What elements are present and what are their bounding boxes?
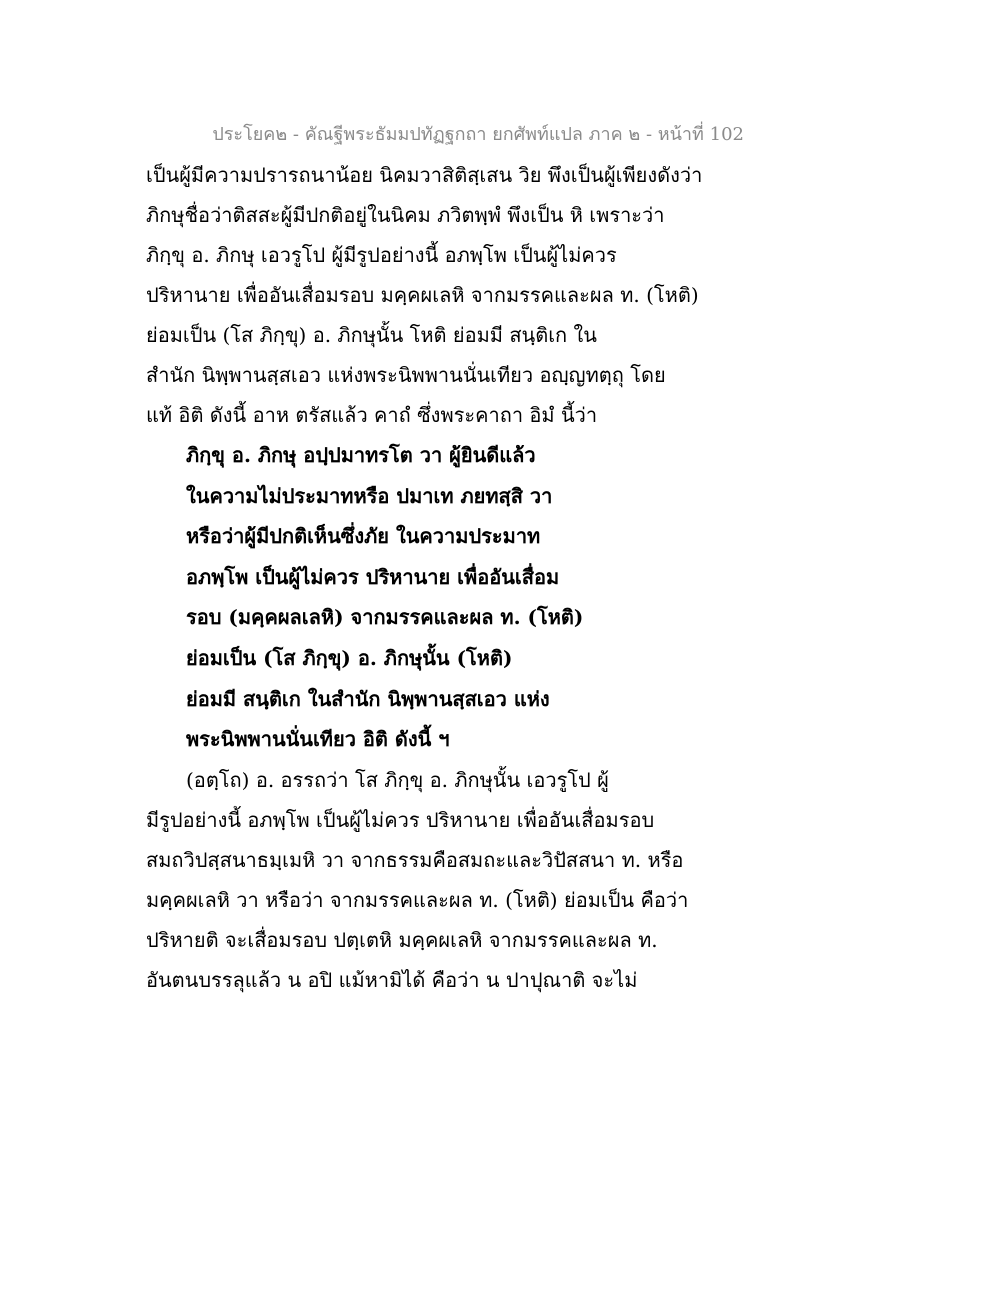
text-line: มีรูปอย่างนี้ อภพฺโพ เป็นผู้ไม่ควร ปริหานาย เพื่ออันเสื่อมรอบ	[146, 807, 655, 832]
verse-line: อภพฺโพ เป็นผู้ไม่ควร ปริหานาย เพื่ออันเสื่อม	[186, 564, 560, 589]
text-line: อันตนบรรลุแล้ว น อปิ แม้หามิได้ คือว่า น ปาปุณาติ จะไม่	[146, 967, 638, 992]
page-header: ประโยค๒ - คัณฐีพระธัมมปทัฏฐกถา ยกศัพท์แปล ภาค ๒ - หน้าที่ 102	[212, 124, 744, 145]
text-line: ปริหานาย เพื่ออันเสื่อมรอบ มคฺคผเลหิ จากมรรคและผล ท. (โหติ)	[146, 283, 699, 307]
text-line: แท้ อิติ ดังนี้ อาห ตรัสแล้ว คาถํ ซึ่งพระคาถา อิมํ นี้ว่า	[146, 403, 598, 427]
text-line: ภิกฺขุ อ. ภิกษุ เอวรูโป ผู้มีรูปอย่างนี้ อภพฺโพ เป็นผู้ไม่ควร	[146, 243, 617, 267]
prose-block-1	[146, 155, 706, 435]
text-line: เป็นผู้มีความปรารถนาน้อย นิคมวาสิติสฺเสน วิย พึงเป็นผู้เพียงดังว่า	[146, 163, 703, 187]
text-line: ปริหายติ จะเสื่อมรอบ ปตฺเตหิ มคฺคผเลหิ จากมรรคและผล ท.	[146, 927, 658, 952]
verse-line: พระนิพพานนั่นเทียว อิติ ดังนี้ ฯ	[186, 727, 450, 752]
verse-line: ในความไม่ประมาทหรือ ปมาเท ภยทสฺสิ วา	[186, 483, 553, 508]
text-line: มคฺคผเลหิ วา หรือว่า จากมรรคและผล ท. (โหติ) ย่อมเป็น คือว่า	[146, 887, 689, 912]
prose-block-2	[146, 760, 706, 1000]
text-line: (อตฺโถ) อ. อรรถว่า โส ภิกฺขุ อ. ภิกษุนั้น เอวรูโป ผู้	[186, 767, 609, 792]
verse-line: ย่อมเป็น (โส ภิกฺขุ) อ. ภิกษุนั้น (โหติ)	[186, 645, 513, 670]
verse-block	[146, 435, 706, 760]
text-line: สำนัก นิพฺพานสฺสเอว แห่งพระนิพพานนั่นเทียว อญฺญทตฺถุ โดย	[146, 363, 666, 387]
text-line: สมถวิปสฺสนาธมฺเมหิ วา จากธรรมคือสมถะและวิปัสสนา ท. หรือ	[146, 847, 684, 872]
verse-line: รอบ (มคฺคผลเลหิ) จากมรรคและผล ท. (โหติ)	[186, 605, 584, 630]
verse-line: ภิกฺขุ อ. ภิกษุ อปฺปมาทรโต วา ผู้ยินดีแล้ว	[186, 443, 536, 467]
page-body	[146, 155, 706, 1000]
verse-line: หรือว่าผู้มีปกติเห็นซึ่งภัย ในความประมาท	[186, 524, 541, 549]
text-line: ย่อมเป็น (โส ภิกฺขุ) อ. ภิกษุนั้น โหติ ย่อมมี สนฺติเก ใน	[146, 323, 597, 347]
text-line: ภิกษุชื่อว่าติสสะผู้มีปกติอยู่ในนิคม ภวิตพฺพํ พึงเป็น หิ เพราะว่า	[146, 203, 665, 227]
verse-line: ย่อมมี สนฺติเก ในสำนัก นิพฺพานสฺสเอว แห่ง	[186, 686, 550, 711]
